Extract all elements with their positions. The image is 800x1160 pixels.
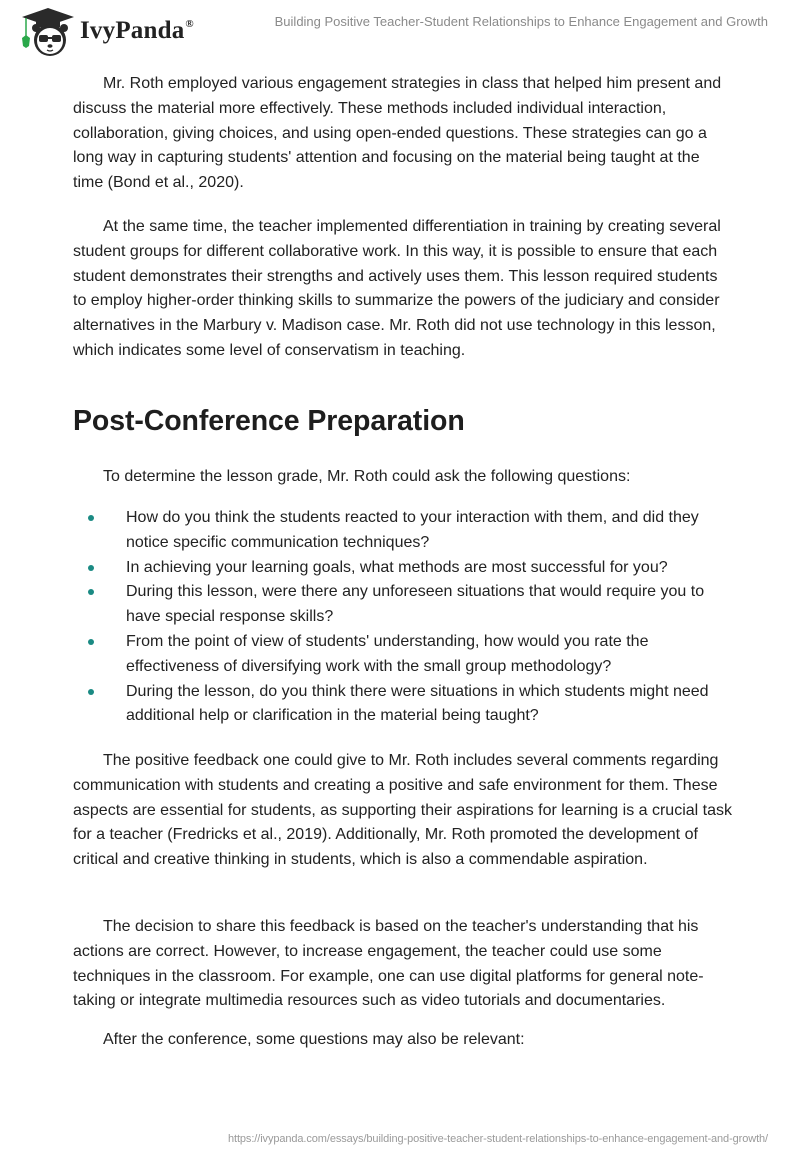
questions-intro: To determine the lesson grade, Mr. Roth could ask the following questions:: [103, 468, 631, 485]
list-item: [73, 630, 733, 680]
list-item: [73, 680, 733, 730]
bullet-dot-icon: [88, 515, 94, 521]
registered-mark: ®: [185, 17, 194, 30]
question-text: During the lesson, do you think there were situations in which students might need additional help or clarification in the material being taught?: [126, 682, 709, 725]
section-heading: Post-Conference Preparation: [73, 405, 465, 437]
questions-list: [73, 506, 733, 729]
list-item: [73, 556, 733, 581]
paragraph: The decision to share this feedback is based on the teacher's understanding that his actions are correct. However, to increase engagement, the teacher could use some techniques in the classroom. For example, one can use digital platforms for general note-taking or integrate multimedia resources such as video tutorials and documentaries.: [73, 918, 704, 1010]
brand-name: IvyPanda: [80, 17, 185, 44]
list-item: [73, 580, 733, 630]
question-text: In achieving your learning goals, what methods are most successful for you?: [126, 558, 668, 576]
paragraph: After the conference, some questions may also be relevant:: [103, 1031, 525, 1048]
question-text: During this lesson, were there any unforeseen situations that would require you to have special response skills?: [126, 583, 705, 626]
list-item: [73, 506, 733, 556]
bullet-dot-icon: [88, 565, 94, 571]
paragraph: At the same time, the teacher implemented differentiation in training by creating several student groups for different collaborative work. In this way, it is possible to ensure that each student demonstrates their strengths and actively uses them. This lesson required students to employ higher-order thinking skills to summarize the powers of the judiciary and consider alternatives in the Marbury v. Madison case. Mr. Roth did not use technology in this lesson, which indicates some level of conservatism in teaching.: [73, 218, 721, 359]
bullet-dot-icon: [88, 689, 94, 695]
page-header: [0, 0, 800, 60]
bullet-dot-icon: [88, 589, 94, 595]
question-text: From the point of view of students' understanding, how would you rate the effectiveness of diversifying work with the small group methodology?: [126, 632, 649, 675]
document-title: Building Positive Teacher-Student Relationships to Enhance Engagement and Growth: [274, 14, 768, 29]
paragraph: The positive feedback one could give to Mr. Roth includes several comments regarding communication with students and creating a positive and safe environment for them. These aspects are essential for students, as supporting their aspirations for learning is a crucial task for a teacher (Fredricks et al., 2019). Additionally, Mr. Roth promoted the development of critical and creative thinking in students, which is also a commendable aspiration.: [73, 752, 732, 869]
graduation-panda-icon[interactable]: [20, 6, 76, 58]
question-text: How do you think the students reacted to your interaction with them, and did they notice specific communication techniques?: [126, 509, 699, 551]
source-url[interactable]: https://ivypanda.com/essays/building-positive-teacher-student-relationships-to-enhance-engagement-and-growth/: [227, 1133, 768, 1145]
paragraph: Mr. Roth employed various engagement strategies in class that helped him present and discuss the material more effectively. These methods included individual interaction, collaboration, giving choices, and using open-ended questions. These strategies can go a long way in capturing students' attention and focusing on the material being taught at the time (Bond et al., 2020).: [73, 75, 722, 192]
brand-logo-text[interactable]: [80, 17, 194, 45]
bullet-dot-icon: [88, 639, 94, 645]
